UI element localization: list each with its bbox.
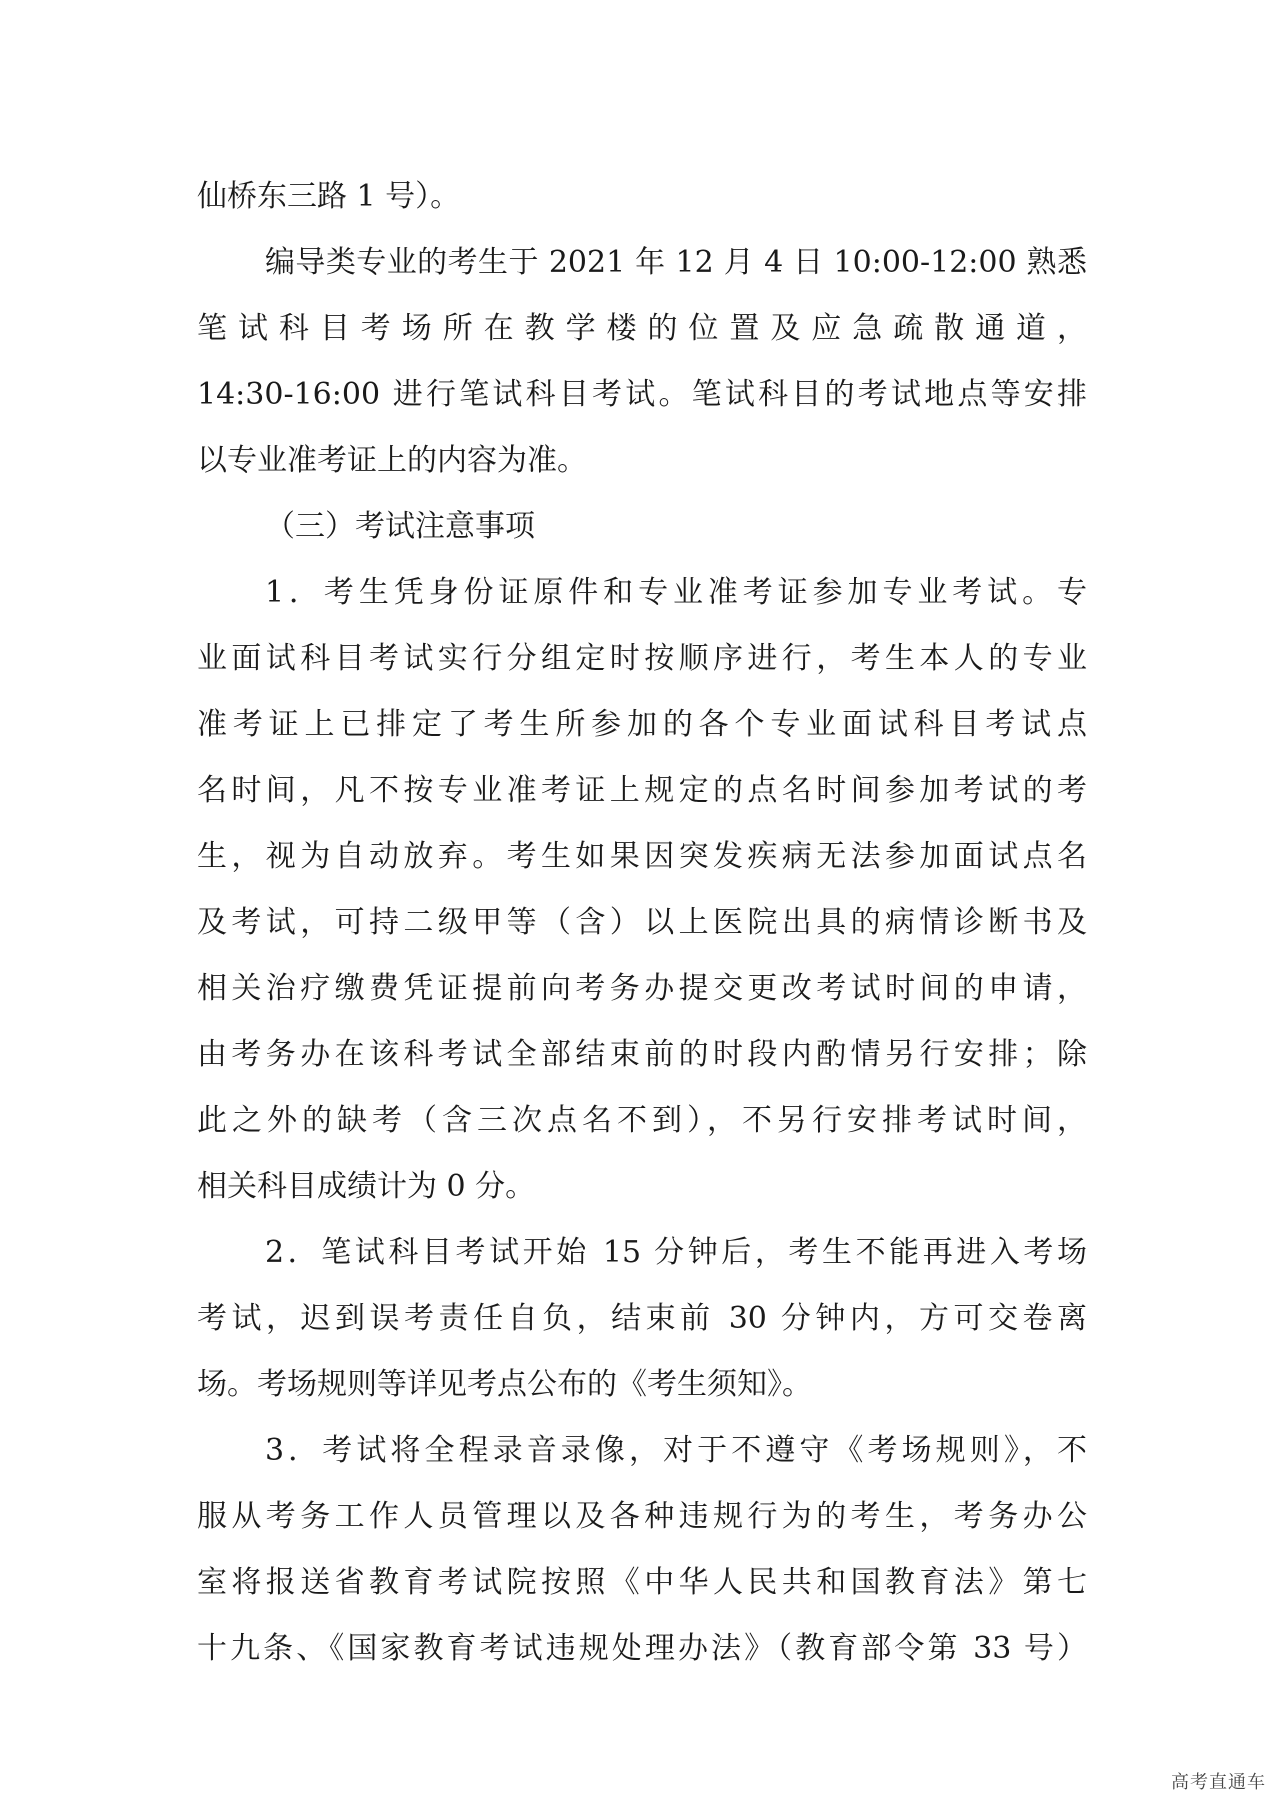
text-line: 由考务办在该科考试全部结束前的时段内酌情另行安排；除 xyxy=(197,1037,1087,1072)
list-item-1 xyxy=(197,560,1087,1220)
text-line: 服从考务工作人员管理以及各种违规行为的考生，考务办公 xyxy=(197,1499,1087,1534)
text-line: 名时间，凡不按专业准考证上规定的点名时间参加考试的考 xyxy=(197,773,1087,808)
list-item-3 xyxy=(197,1418,1087,1682)
text-line: 以专业准考证上的内容为准。 xyxy=(197,443,587,478)
text-line: 相关科目成绩计为 0 分。 xyxy=(197,1169,536,1204)
paragraph-directing-exam-schedule xyxy=(197,230,1087,494)
text-line: 14:30-16:00 进行笔试科目考试。笔试科目的考试地点等安排 xyxy=(197,377,1087,412)
text-line: 生，视为自动放弃。考生如果因突发疾病无法参加面试点名 xyxy=(197,839,1087,874)
text-line: 2．笔试科目考试开始 15 分钟后，考生不能再进入考场 xyxy=(265,1235,1087,1270)
text-line: 笔试科目考场所在教学楼的位置及应急疏散通道， xyxy=(197,311,1087,346)
text-line: 编导类专业的考生于 2021 年 12 月 4 日 10:00-12:00 熟悉 xyxy=(265,245,1087,280)
text-line: 室将报送省教育考试院按照《中华人民共和国教育法》第七 xyxy=(197,1565,1087,1600)
text-line: 此之外的缺考（含三次点名不到），不另行安排考试时间， xyxy=(197,1103,1087,1138)
text-line: 及考试，可持二级甲等（含）以上医院出具的病情诊断书及 xyxy=(197,905,1087,940)
text-line: 十九条、《国家教育考试违规处理办法》（教育部令第 33 号） xyxy=(197,1631,1087,1666)
text-line: 准考证上已排定了考生所参加的各个专业面试科目考试点 xyxy=(197,707,1087,742)
section-heading: （三）考试注意事项 xyxy=(265,509,535,544)
text-line: 业面试科目考试实行分组定时按顺序进行，考生本人的专业 xyxy=(197,641,1087,676)
text-line: 场。考场规则等详见考点公布的《考生须知》。 xyxy=(197,1367,812,1402)
text-line: 仙桥东三路 1 号）。 xyxy=(197,179,461,214)
text-line: 考试，迟到误考责任自负，结束前 30 分钟内，方可交卷离 xyxy=(197,1301,1087,1336)
document-body xyxy=(197,164,1087,1682)
text-line: 相关治疗缴费凭证提前向考务办提交更改考试时间的申请， xyxy=(197,971,1087,1006)
watermark-text: 高考直通车 xyxy=(1171,1772,1266,1793)
list-item-2 xyxy=(197,1220,1087,1418)
paragraph-address-end xyxy=(197,164,1087,230)
section-heading-exam-notes xyxy=(197,494,1087,560)
text-line: 3．考试将全程录音录像，对于不遵守《考场规则》，不 xyxy=(265,1433,1087,1468)
text-line: 1．考生凭身份证原件和专业准考证参加专业考试。专 xyxy=(265,575,1087,610)
